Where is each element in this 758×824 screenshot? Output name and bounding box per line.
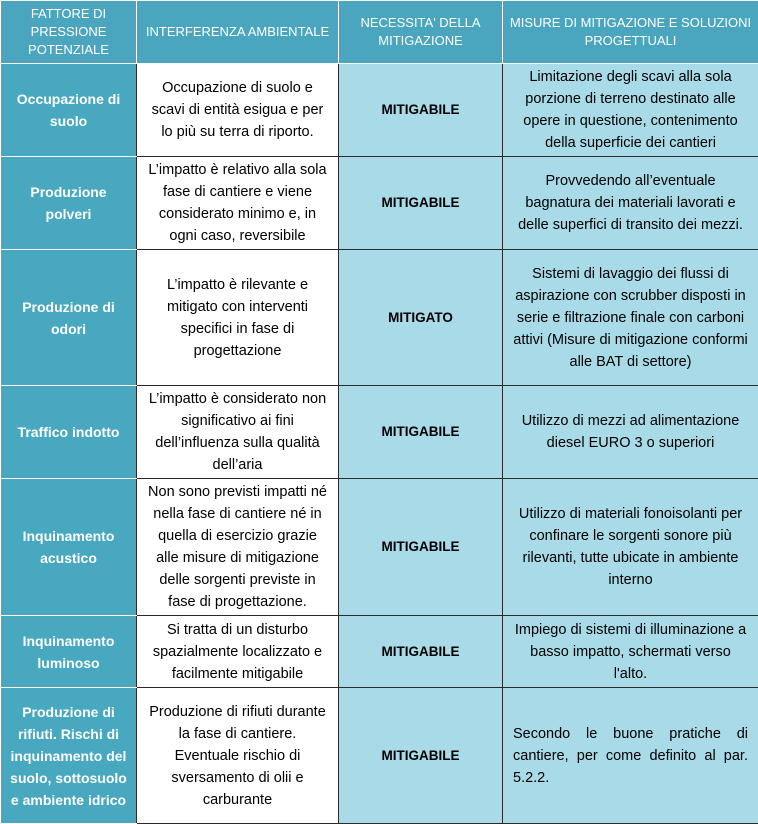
need-cell: MITIGABILE [339,688,503,824]
measures-cell: Limitazione degli scavi alla sola porzione di terreno destinato alle opere in questione, contenimento della superficie dei cantieri [503,64,758,157]
need-cell: MITIGABILE [339,64,503,157]
interference-cell: Occupazione di suolo e scavi di entità esigua e per lo più su terra di riporto. [137,64,339,157]
measures-cell: Utilizzo di materiali fonoisolanti per confinare le sorgenti sonore più rilevanti, tutte ubicate in ambiente interno [503,479,758,616]
factor-cell: Occupazione di suolo [1,64,137,157]
header-row [1,1,758,64]
interference-cell: L’impatto è considerato non significativo ai fini dell’influenza sulla qualità dell’aria [137,386,339,479]
table-row [1,64,758,157]
factor-cell: Produzione di rifiuti. Rischi di inquinamento del suolo, sottosuolo e ambiente idrico [1,688,137,824]
table-row [1,479,758,616]
measures-cell: Secondo le buone pratiche di cantiere, per come definito al par. 5.2.2. [503,688,758,824]
factor-cell: Traffico indotto [1,386,137,479]
table-row [1,386,758,479]
header-environmental-interference: INTERFERENZA AMBIENTALE [137,1,339,64]
need-cell: MITIGABILE [339,386,503,479]
header-pressure-factor: FATTORE DI PRESSIONE POTENZIALE [1,1,137,64]
measures-cell: Impiego di sistemi di illuminazione a basso impatto, schermati verso l'alto. [503,616,758,688]
interference-cell: Non sono previsti impatti né nella fase di cantiere né in quella di esercizio grazie alle misure di mitigazione delle sorgenti previste in fase di progettazione. [137,479,339,616]
factor-cell: Inquinamento luminoso [1,616,137,688]
measures-cell: Sistemi di lavaggio dei flussi di aspirazione con scrubber disposti in serie e filtrazione finale con carboni attivi (Misure di mitigazione conformi alle BAT di settore) [503,250,758,386]
measures-cell: Provvedendo all’eventuale bagnatura dei materiali lavorati e delle superfici di transito dei mezzi. [503,157,758,250]
factor-cell: Inquinamento acustico [1,479,137,616]
table-row [1,616,758,688]
need-cell: MITIGABILE [339,157,503,250]
measures-cell: Utilizzo di mezzi ad alimentazione diesel EURO 3 o superiori [503,386,758,479]
need-cell: MITIGATO [339,250,503,386]
need-cell: MITIGABILE [339,616,503,688]
table-row [1,688,758,824]
interference-cell: L’impatto è rilevante e mitigato con interventi specifici in fase di progettazione [137,250,339,386]
header-mitigation-need: NECESSITA' DELLA MITIGAZIONE [339,1,503,64]
interference-cell: L’impatto è relativo alla sola fase di cantiere e viene considerato minimo e, in ogni caso, reversibile [137,157,339,250]
interference-cell: Si tratta di un disturbo spazialmente localizzato e facilmente mitigabile [137,616,339,688]
need-cell: MITIGABILE [339,479,503,616]
header-mitigation-measures: MISURE DI MITIGAZIONE E SOLUZIONI PROGETTUALI [503,1,758,64]
interference-cell: Produzione di rifiuti durante la fase di cantiere. Eventuale rischio di sversamento di olii e carburante [137,688,339,824]
factor-cell: Produzione polveri [1,157,137,250]
table-row [1,250,758,386]
factor-cell: Produzione di odori [1,250,137,386]
table-row [1,157,758,250]
